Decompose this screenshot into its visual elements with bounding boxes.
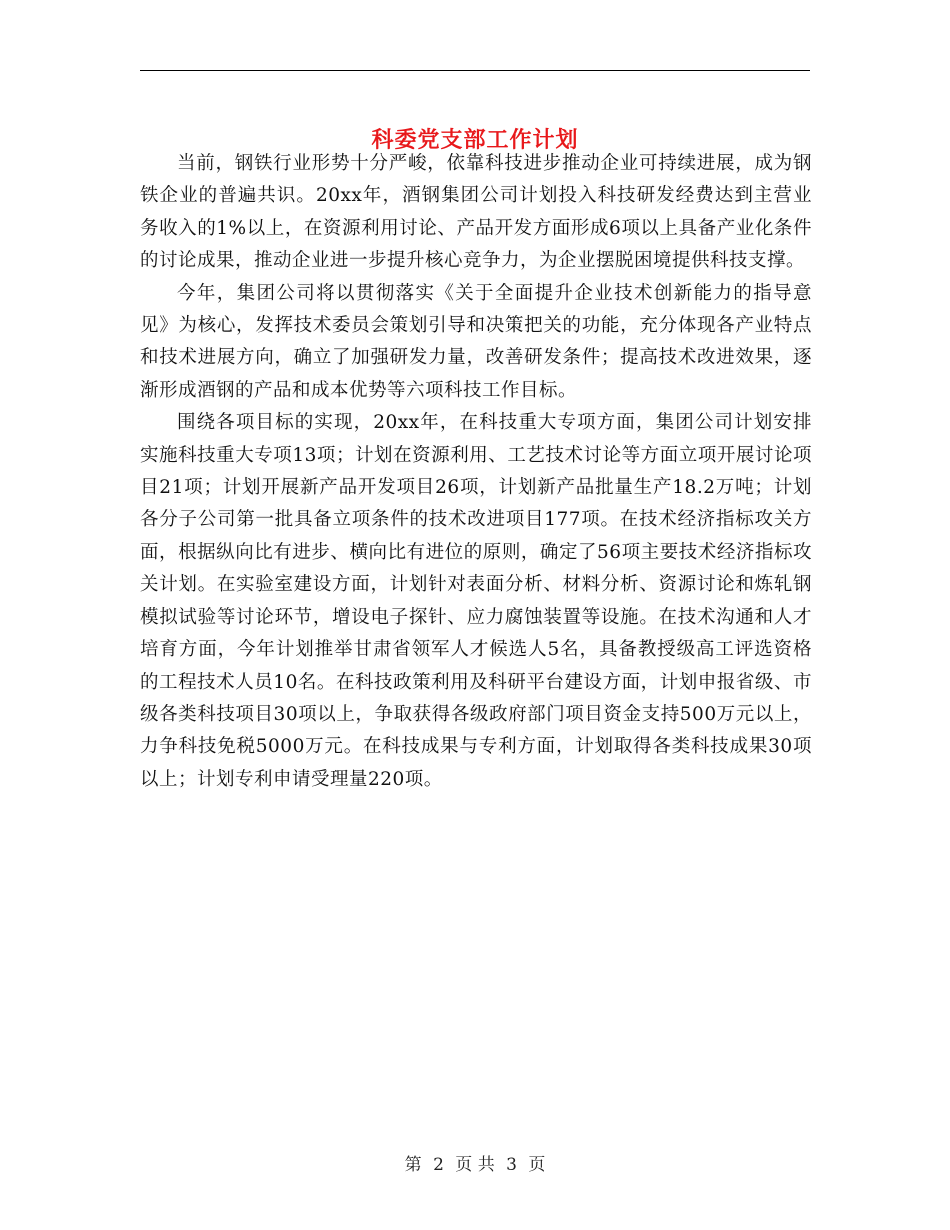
document-title: 科委党支部工作计划 [371,126,579,153]
paragraph-3: 围绕各项目标的实现，20xx年，在科技重大专项方面，集团公司计划安排实施科技重大专项13项；计划在资源利用、工艺技术讨论等方面立项开展讨论项目21项；计划开展新产品开发项目26项，计划新产品批量生产18.2万吨；计划各分子公司第一批具备立项条件的技术改进项目177项。在技术经济指标攻关方面，根据纵向比有进步、横向比有进位的原则，确定了56项主要技术经济指标攻关计划。在实验室建设方面，计划针对表面分析、材料分析、资源讨论和炼轧钢模拟试验等讨论环节，增设电子探针、应力腐蚀装置等设施。在技术沟通和人才培育方面，今年计划推举甘肃省领军人才候选人5名，具备教授级高工评选资格的工程技术人员10名。在科技政策利用及科研平台建设方面，计划申报省级、市级各类科技项目30项以上，争取获得各级政府部门项目资金支持500万元以上，力争科技免税5000万元。在科技成果与专利方面，计划取得各类科技成果30项以上；计划专利申请受理量220项。 [140,412,812,790]
header-rule [140,70,810,71]
footer-page-number: 2 [433,1155,444,1175]
page-footer [0,1153,950,1177]
footer-total-pages: 3 [506,1155,517,1175]
footer-suffix: 页 [528,1155,546,1175]
paragraph-1: 当前，钢铁行业形势十分严峻，依靠科技进步推动企业可持续进展，成为钢铁企业的普遍共识。20xx年，酒钢集团公司计划投入科技研发经费达到主营业务收入的1%以上，在资源利用讨论、产品开发方面形成6项以上具备产业化条件的讨论成果，推动企业进一步提升核心竞争力，为企业摆脱困境提供科技支撑。 [140,153,812,272]
document-body [140,148,812,796]
footer-prefix: 第 [404,1155,422,1175]
footer-middle: 页 共 [455,1155,495,1175]
paragraph-2: 今年，集团公司将以贯彻落实《关于全面提升企业技术创新能力的指导意见》为核心，发挥技术委员会策划引导和决策把关的功能，充分体现各产业特点和技术进展方向，确立了加强研发力量，改善研发条件；提高技术改进效果，逐渐形成酒钢的产品和成本优势等六项科技工作目标。 [140,282,812,401]
